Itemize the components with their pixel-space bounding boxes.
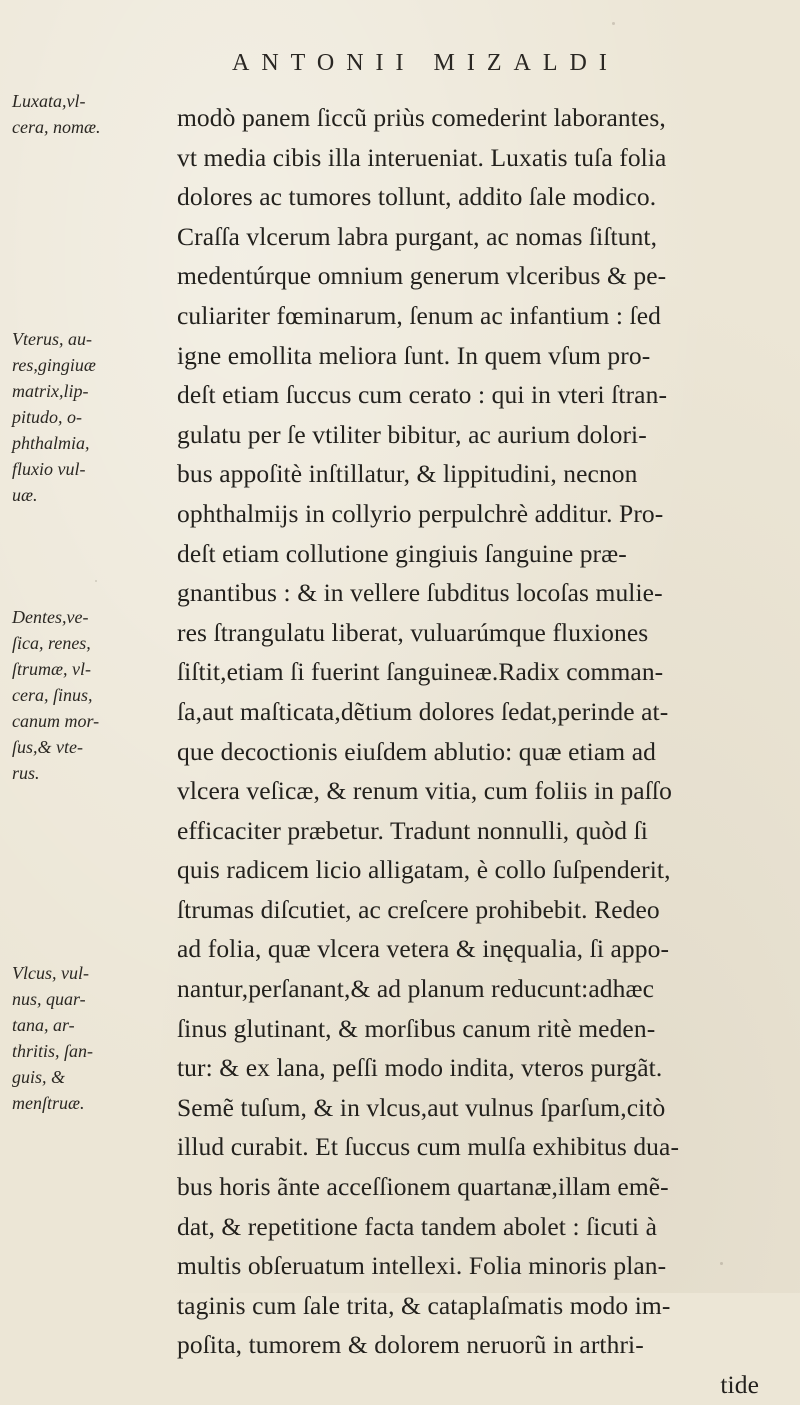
text-line: quis radicem licio alligatam, è collo ſuſpenderit, bbox=[177, 855, 671, 885]
margin-note-line: thritis, ſan- bbox=[12, 1041, 94, 1061]
text-line: tide bbox=[720, 1370, 759, 1399]
text-line: vlcera veſicæ, & renum vitia, cum foliis in paſſo bbox=[177, 776, 672, 806]
main-text-block bbox=[177, 98, 777, 1405]
text-line: deſt etiam ſuccus cum cerato : qui in vteri ſtran- bbox=[177, 380, 668, 410]
text-line: bus appoſitè inſtillatur, & lippitudini, necnon bbox=[177, 459, 638, 489]
text-line: multis obſeruatum intellexi. Folia minoris plan- bbox=[177, 1251, 667, 1281]
margin-note-line: Vterus, au- bbox=[12, 329, 92, 349]
margin-note-line: nus, quar- bbox=[12, 989, 86, 1009]
margin-note-line: ſus,& vte- bbox=[12, 737, 83, 757]
margin-note-line: ſica, renes, bbox=[12, 633, 91, 653]
margin-note-line: Vlcus, vul- bbox=[12, 963, 89, 983]
margin-note-line: menſtruæ. bbox=[12, 1093, 85, 1113]
margin-note-line: fluxio vul- bbox=[12, 459, 86, 479]
paper-speck bbox=[612, 22, 615, 25]
margin-note-vlcus bbox=[12, 960, 172, 1116]
margin-note-line: matrix,lip- bbox=[12, 381, 89, 401]
margin-note-line: cera, ſinus, bbox=[12, 685, 93, 705]
text-line: ad folia, quæ vlcera vetera & inęqualia, ſi appo- bbox=[177, 934, 670, 964]
margin-note-line: cera, nomæ. bbox=[12, 117, 101, 137]
margin-note-vterus bbox=[12, 326, 172, 508]
text-line: Semẽ tuſum, & in vlcus,aut vulnus ſparſum,citò bbox=[177, 1092, 666, 1122]
margin-note-line: ſtrumæ, vl- bbox=[12, 659, 91, 679]
text-line: dat, & repetitione facta tandem abolet : ſicuti à bbox=[177, 1211, 657, 1241]
margin-note-line: tana, ar- bbox=[12, 1015, 75, 1035]
text-line: taginis cum ſale trita, & cataplaſmatis modo im- bbox=[177, 1290, 671, 1320]
text-line: nantur,perſanant,& ad planum reducunt:adhæc bbox=[177, 974, 654, 1004]
text-line: illud curabit. Et ſuccus cum mulſa exhibitus dua- bbox=[177, 1132, 680, 1162]
text-line: ſa,aut maſticata,dẽtium dolores ſedat,perinde at- bbox=[177, 696, 669, 726]
text-line: modò panem ſiccũ priùs comederint laborantes, bbox=[177, 103, 666, 132]
text-line: igne emollita meliora ſunt. In quem vſum pro- bbox=[177, 340, 651, 370]
margin-note-line: Luxata,vl- bbox=[12, 91, 86, 111]
margin-note-line: pitudo, o- bbox=[12, 407, 82, 427]
text-line: que decoctionis eiuſdem ablutio: quæ etiam ad bbox=[177, 736, 656, 766]
margin-note-line: Dentes,ve- bbox=[12, 607, 89, 627]
text-line: poſita, tumorem & dolorem neruorũ in arthri- bbox=[177, 1330, 644, 1360]
text-line: ſtrumas diſcutiet, ac creſcere prohibebit. Redeo bbox=[177, 894, 660, 924]
text-line: res ſtrangulatu liberat, vuluarúmque fluxiones bbox=[177, 617, 649, 647]
text-line: ophthalmijs in collyrio perpulchrè additur. Pro- bbox=[177, 498, 664, 528]
text-line: tur: & ex lana, peſſi modo indita, vteros purgãt. bbox=[177, 1053, 663, 1083]
margin-note-line: canum mor- bbox=[12, 711, 100, 731]
text-line: medentúrque omnium generum vlceribus & pe- bbox=[177, 261, 667, 291]
paper-speck bbox=[95, 580, 97, 582]
paper-speck bbox=[720, 1262, 723, 1265]
margin-note-line: phthalmia, bbox=[12, 433, 90, 453]
margin-note-line: guis, & bbox=[12, 1067, 66, 1087]
text-line: dolores ac tumores tollunt, addito ſale modico. bbox=[177, 182, 657, 212]
margin-note-luxata bbox=[12, 88, 172, 140]
text-line: culiariter fœminarum, ſenum ac infantium : ſed bbox=[177, 300, 661, 330]
running-header: ANTONII MIZALDI bbox=[232, 50, 619, 76]
text-line: bus horis ãnte acceſſionem quartanæ,illam emẽ- bbox=[177, 1172, 669, 1202]
margin-note-line: uæ. bbox=[12, 485, 38, 505]
text-line: Craſſa vlcerum labra purgant, ac nomas ſiſtunt, bbox=[177, 221, 658, 251]
text-line: efficaciter præbetur. Tradunt nonnulli, quòd ſi bbox=[177, 815, 648, 845]
text-line: deſt etiam collutione gingiuis ſanguine præ- bbox=[177, 538, 627, 568]
text-line: vt media cibis illa interueniat. Luxatis tuſa folia bbox=[177, 142, 667, 172]
margin-note-dentes bbox=[12, 604, 172, 786]
margin-note-line: rus. bbox=[12, 763, 40, 783]
text-line: gulatu per ſe vtiliter bibitur, ac aurium dolori- bbox=[177, 419, 647, 449]
text-line: ſiſtit,etiam ſi fuerint ſanguineæ.Radix comman- bbox=[177, 657, 664, 687]
text-line: ſinus glutinant, & morſibus canum ritè meden- bbox=[177, 1013, 656, 1043]
margin-note-line: res,gingiuæ bbox=[12, 355, 96, 375]
text-line: gnantibus : & in vellere ſubditus locoſas mulie- bbox=[177, 578, 663, 608]
